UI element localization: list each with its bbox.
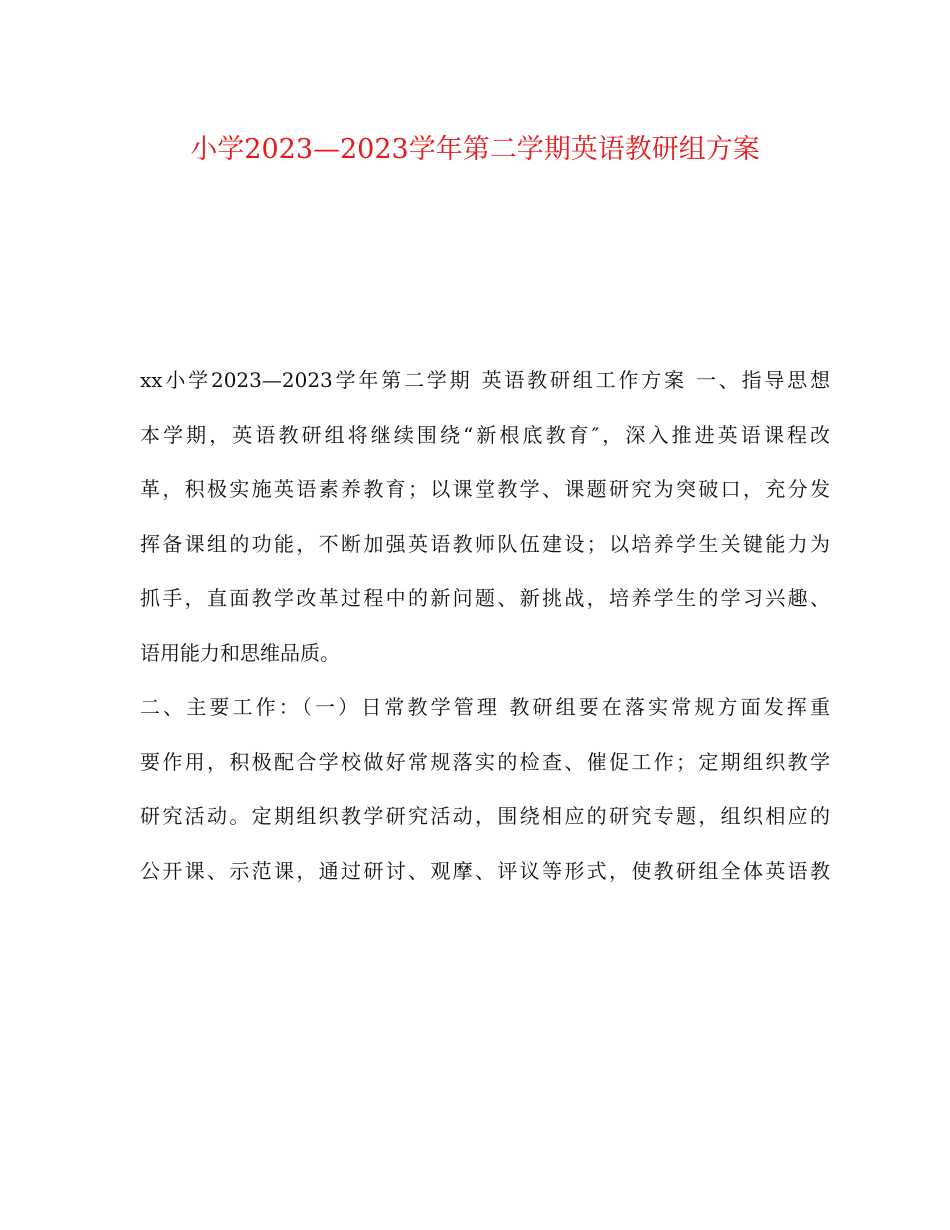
- document-body: [140, 360, 830, 905]
- paragraph-line: xx小学2023—2023学年第二学期 英语教研组工作方案 一、指导思想: [140, 368, 830, 392]
- paragraph-line: 研究活动。定期组织教学研究活动，围绕相应的研究专题，组织相应的: [140, 804, 830, 828]
- paragraph-line: 要作用，积极配合学校做好常规落实的检查、催促工作；定期组织教学: [140, 749, 830, 774]
- paragraph-line: 二、主要工作：（一）日常教学管理 教研组要在落实常规方面发挥重: [140, 695, 830, 719]
- paragraph-line: 语用能力和思维品质。: [140, 640, 340, 665]
- paragraph-line: 抓手，直面教学改革过程中的新问题、新挑战，培养学生的学习兴趣、: [140, 586, 830, 610]
- document-title: 小学2023—2023学年第二学期英语教研组方案: [190, 134, 760, 165]
- paragraph-line: 本学期，英语教研组将继续围绕“新根底教育″，深入推进英语课程改: [140, 422, 830, 447]
- paragraph-line: 公开课、示范课，通过研讨、观摩、评议等形式，使教研组全体英语教: [140, 858, 830, 883]
- paragraph-line: 挥备课组的功能，不断加强英语教师队伍建设；以培养学生关键能力为: [140, 531, 830, 556]
- paragraph-line: 革，积极实施英语素养教育；以课堂教学、课题研究为突破口，充分发: [140, 477, 830, 501]
